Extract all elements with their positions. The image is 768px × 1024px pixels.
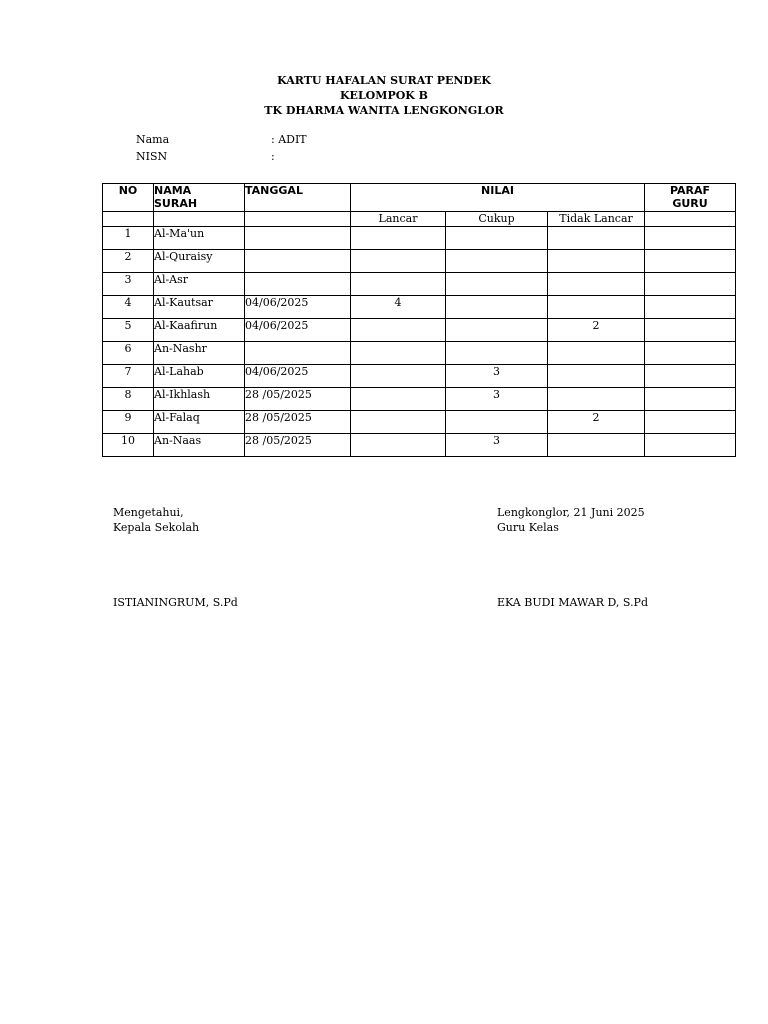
cell-surah: Al-Quraisy	[154, 250, 245, 273]
right-signature-role: Guru Kelas	[497, 521, 559, 534]
right-signature-name: EKA BUDI MAWAR D, S.Pd	[497, 596, 649, 609]
cell-surah: Al-Lahab	[154, 365, 245, 388]
cell-paraf	[645, 434, 736, 457]
cell-lancar	[351, 319, 446, 342]
table-row	[103, 250, 736, 273]
cell-tanggal: 28 /05/2025	[245, 434, 351, 457]
cell-no: 3	[103, 273, 154, 296]
document-title: KARTU HAFALAN SURAT PENDEK	[277, 74, 491, 87]
header-no: NO	[103, 184, 154, 212]
cell-no: 5	[103, 319, 154, 342]
header-nama-surah-line1: NAMA	[154, 184, 192, 197]
cell-surah: Al-Kautsar	[154, 296, 245, 319]
cell-tidak-lancar: 2	[548, 411, 645, 434]
cell-no: 9	[103, 411, 154, 434]
table-row	[103, 319, 736, 342]
cell-paraf	[645, 365, 736, 388]
cell-lancar	[351, 388, 446, 411]
cell-paraf	[645, 273, 736, 296]
cell-lancar	[351, 227, 446, 250]
cell-paraf	[645, 250, 736, 273]
cell-no: 7	[103, 365, 154, 388]
header-paraf-guru	[645, 184, 736, 212]
table-row	[103, 342, 736, 365]
header-nilai: NILAI	[351, 184, 645, 212]
cell-lancar	[351, 411, 446, 434]
left-signature-name: ISTIANINGRUM, S.Pd	[113, 596, 238, 609]
header-blank-no	[103, 212, 154, 227]
cell-paraf	[645, 411, 736, 434]
cell-tanggal: 28 /05/2025	[245, 411, 351, 434]
cell-surah: Al-Falaq	[154, 411, 245, 434]
cell-tidak-lancar	[548, 296, 645, 319]
cell-tanggal: 04/06/2025	[245, 319, 351, 342]
header-nama-surah-line2: SURAH	[154, 197, 198, 210]
left-signature-line1: Mengetahui,	[113, 506, 184, 519]
cell-tidak-lancar	[548, 388, 645, 411]
cell-cukup: 3	[446, 365, 548, 388]
cell-cukup	[446, 273, 548, 296]
cell-cukup	[446, 296, 548, 319]
cell-no: 10	[103, 434, 154, 457]
cell-cukup	[446, 342, 548, 365]
cell-surah: Al-Ikhlash	[154, 388, 245, 411]
left-signature-role: Kepala Sekolah	[113, 521, 200, 534]
memorization-table	[102, 183, 736, 457]
cell-lancar	[351, 434, 446, 457]
cell-no: 6	[103, 342, 154, 365]
cell-lancar	[351, 273, 446, 296]
cell-tidak-lancar	[548, 342, 645, 365]
cell-paraf	[645, 342, 736, 365]
header-lancar: Lancar	[351, 212, 446, 227]
cell-tidak-lancar	[548, 434, 645, 457]
table-row	[103, 388, 736, 411]
nisn-value: :	[271, 150, 275, 163]
table-row	[103, 411, 736, 434]
header-tidak-lancar: Tidak Lancar	[548, 212, 645, 227]
header-cukup: Cukup	[446, 212, 548, 227]
cell-lancar	[351, 365, 446, 388]
table-row	[103, 273, 736, 296]
cell-no: 8	[103, 388, 154, 411]
header-paraf-line1: PARAF	[669, 184, 711, 197]
cell-tanggal: 04/06/2025	[245, 296, 351, 319]
cell-paraf	[645, 296, 736, 319]
cell-lancar	[351, 250, 446, 273]
cell-no: 1	[103, 227, 154, 250]
cell-tidak-lancar: 2	[548, 319, 645, 342]
cell-cukup	[446, 250, 548, 273]
cell-tanggal: 28 /05/2025	[245, 388, 351, 411]
cell-lancar	[351, 342, 446, 365]
cell-cukup: 3	[446, 434, 548, 457]
cell-surah: An-Naas	[154, 434, 245, 457]
right-signature-place-date: Lengkonglor, 21 Juni 2025	[497, 506, 645, 519]
cell-paraf	[645, 388, 736, 411]
table-row	[103, 365, 736, 388]
document-subtitle-group: KELOMPOK B	[340, 89, 428, 102]
header-tanggal: TANGGAL	[245, 184, 351, 212]
cell-no: 2	[103, 250, 154, 273]
cell-no: 4	[103, 296, 154, 319]
cell-surah: Al-Kaafirun	[154, 319, 245, 342]
cell-paraf	[645, 319, 736, 342]
cell-surah: Al-Asr	[154, 273, 245, 296]
document-subtitle-school: TK DHARMA WANITA LENGKONGLOR	[264, 104, 504, 117]
cell-paraf	[645, 227, 736, 250]
cell-tanggal	[245, 342, 351, 365]
header-blank-tanggal	[245, 212, 351, 227]
nama-label: Nama	[136, 133, 170, 146]
nisn-label: NISN	[136, 150, 168, 163]
header-blank-surah	[154, 212, 245, 227]
cell-cukup	[446, 319, 548, 342]
cell-cukup	[446, 411, 548, 434]
cell-tidak-lancar	[548, 227, 645, 250]
cell-tidak-lancar	[548, 250, 645, 273]
header-blank-paraf	[645, 212, 736, 227]
cell-tanggal	[245, 227, 351, 250]
cell-cukup: 3	[446, 388, 548, 411]
table-row	[103, 227, 736, 250]
table-row	[103, 296, 736, 319]
cell-tidak-lancar	[548, 365, 645, 388]
cell-surah: An-Nashr	[154, 342, 245, 365]
cell-tanggal	[245, 273, 351, 296]
cell-cukup	[446, 227, 548, 250]
cell-tidak-lancar	[548, 273, 645, 296]
header-nama-surah	[154, 184, 245, 212]
cell-lancar: 4	[351, 296, 446, 319]
cell-tanggal	[245, 250, 351, 273]
nama-value: : ADIT	[271, 133, 307, 146]
table-row	[103, 434, 736, 457]
cell-surah: Al-Ma'un	[154, 227, 245, 250]
header-paraf-line2: GURU	[672, 197, 708, 210]
cell-tanggal: 04/06/2025	[245, 365, 351, 388]
